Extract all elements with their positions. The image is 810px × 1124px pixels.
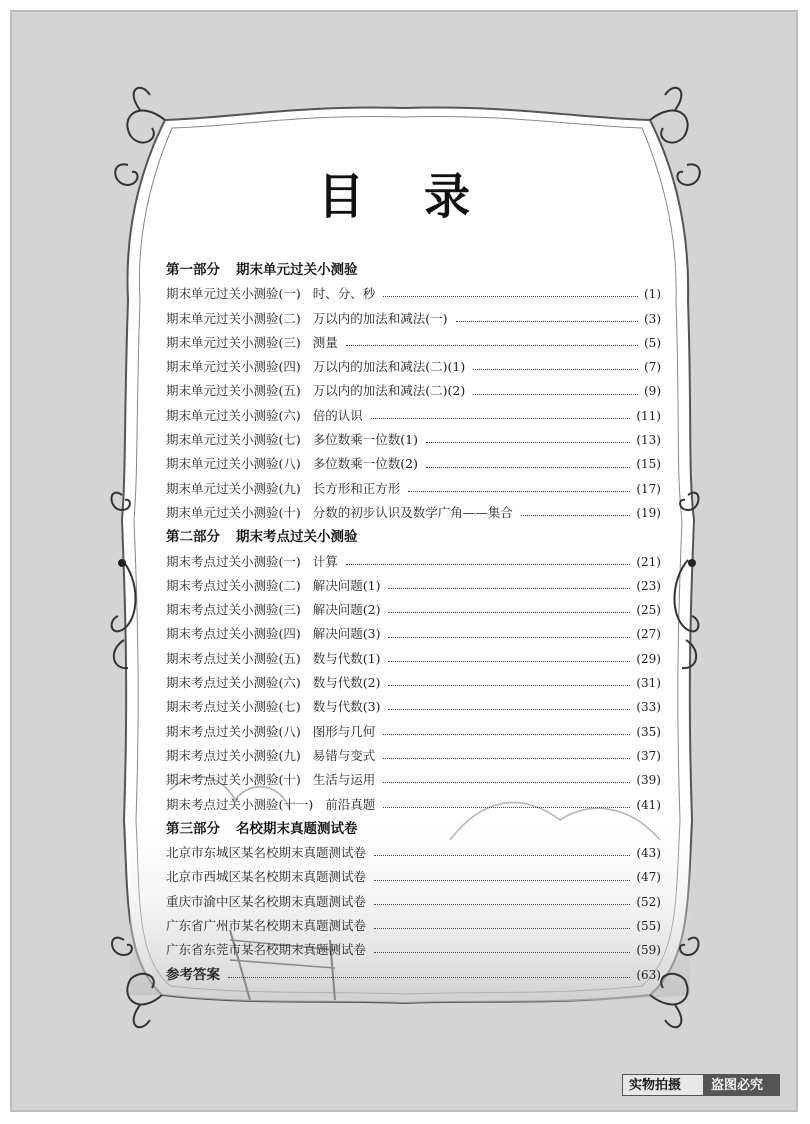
leader-dots — [383, 806, 630, 808]
toc-entry[interactable]: 期末单元过关小测验(四) 万以内的加法和减法(二)(1) (7) — [166, 355, 661, 379]
leader-dots — [383, 757, 630, 759]
leader-dots — [426, 466, 630, 468]
page-number: (5) — [644, 335, 661, 350]
leader-dots — [388, 611, 630, 613]
toc-entry[interactable]: 期末考点过关小测验(三) 解决问题(2) (25) — [166, 598, 661, 622]
page-number: (21) — [636, 554, 661, 569]
leader-dots — [426, 441, 630, 443]
page-number: (43) — [636, 846, 661, 861]
leader-dots — [346, 563, 631, 565]
leader-dots — [383, 295, 638, 297]
photo-badge: 实物拍摄 — [622, 1074, 704, 1096]
leader-dots — [374, 854, 630, 856]
page-title: 目 录 — [317, 167, 492, 225]
part-heading: 第一部分 期末单元过关小测验 — [166, 262, 358, 278]
leader-dots — [383, 781, 630, 783]
toc-entry[interactable]: 期末考点过关小测验(六) 数与代数(2) (31) — [166, 671, 661, 695]
toc-entry[interactable]: 期末考点过关小测验(十一) 前沿真题 (41) — [166, 793, 661, 817]
toc-entry[interactable]: 期末考点过关小测验(四) 解决问题(3) (27) — [166, 622, 661, 646]
toc-entry[interactable]: 期末单元过关小测验(三) 测量 (5) — [166, 331, 661, 355]
page-number: (35) — [636, 724, 661, 739]
leader-dots — [408, 490, 630, 492]
part-heading: 第三部分 名校期末真题测试卷 — [166, 820, 358, 837]
page-number: (25) — [636, 603, 661, 618]
page-number: (39) — [636, 773, 661, 788]
leader-dots — [456, 320, 638, 322]
page-number: (41) — [636, 797, 661, 812]
page-number: (59) — [636, 943, 661, 958]
toc-entry[interactable]: 广东省广州市某名校期末真题测试卷 (55) — [166, 914, 661, 938]
page-number: (52) — [636, 894, 661, 909]
page-number: (33) — [636, 700, 661, 715]
page-number: (19) — [636, 505, 661, 520]
leader-dots — [374, 879, 630, 881]
toc-entry[interactable]: 期末单元过关小测验(九) 长方形和正方形 (17) — [166, 477, 661, 501]
leader-dots — [374, 903, 630, 905]
toc-entry[interactable]: 期末考点过关小测验(一) 计算 (21) — [166, 550, 661, 574]
toc-entry[interactable]: 期末单元过关小测验(八) 多位数乘一位数(2) (15) — [166, 452, 661, 476]
toc-entry[interactable]: 期末单元过关小测验(七) 多位数乘一位数(1) (13) — [166, 428, 661, 452]
leader-dots — [388, 708, 630, 710]
page-number: (15) — [636, 457, 661, 472]
page-number: (31) — [636, 676, 661, 691]
toc-entry[interactable]: 期末考点过关小测验(八) 图形与几何 (35) — [166, 720, 661, 744]
toc-entry[interactable]: 期末考点过关小测验(二) 解决问题(1) (23) — [166, 574, 661, 598]
toc-entry[interactable]: 广东省东莞市某名校期末真题测试卷 (59) — [166, 938, 661, 962]
answers-entry[interactable]: 参考答案 (63) — [166, 963, 661, 987]
page-number: (1) — [644, 287, 661, 302]
page-number: (9) — [644, 384, 661, 399]
toc-entry[interactable]: 期末考点过关小测验(七) 数与代数(3) (33) — [166, 695, 661, 719]
toc-entry[interactable]: 期末单元过关小测验(二) 万以内的加法和减法(一) (3) — [166, 307, 661, 331]
toc-entry[interactable]: 期末单元过关小测验(六) 倍的认识 (11) — [166, 404, 661, 428]
table-of-contents — [166, 258, 661, 987]
leader-dots — [228, 976, 630, 978]
toc-entry[interactable]: 重庆市渝中区某名校期末真题测试卷 (52) — [166, 890, 661, 914]
page-number: (23) — [636, 578, 661, 593]
leader-dots — [473, 368, 638, 370]
page-number: (55) — [636, 919, 661, 934]
page-number: (63) — [636, 967, 661, 982]
page-number: (29) — [636, 651, 661, 666]
leader-dots — [374, 927, 630, 929]
page-number: (7) — [644, 360, 661, 375]
copyright-badge: 盗图必究 — [704, 1074, 780, 1096]
leader-dots — [346, 344, 638, 346]
leader-dots — [388, 636, 630, 638]
part-heading: 第二部分 期末考点过关小测验 — [166, 529, 358, 546]
toc-entry[interactable]: 期末考点过关小测验(九) 易错与变式 (37) — [166, 744, 661, 768]
page-number: (13) — [636, 433, 661, 448]
toc-entry[interactable]: 期末单元过关小测验(一) 时、分、秒 (1) — [166, 282, 661, 306]
leader-dots — [388, 660, 630, 662]
leader-dots — [371, 417, 631, 419]
leader-dots — [374, 951, 630, 953]
page-number: (17) — [636, 481, 661, 496]
toc-entry[interactable]: 期末考点过关小测验(十) 生活与运用 (39) — [166, 768, 661, 792]
page-number: (37) — [636, 748, 661, 763]
page-number: (3) — [644, 311, 661, 326]
leader-dots — [383, 733, 630, 735]
leader-dots — [521, 514, 631, 516]
page-number: (47) — [636, 870, 661, 885]
toc-entry[interactable]: 期末单元过关小测验(十) 分数的初步认识及数学广角——集合 (19) — [166, 501, 661, 525]
leader-dots — [473, 393, 638, 395]
toc-entry[interactable]: 北京市西城区某名校期末真题测试卷 (47) — [166, 865, 661, 889]
toc-entry[interactable]: 北京市东城区某名校期末真题测试卷 (43) — [166, 841, 661, 865]
toc-entry[interactable]: 期末考点过关小测验(五) 数与代数(1) (29) — [166, 647, 661, 671]
page-number: (11) — [636, 408, 661, 423]
leader-dots — [388, 684, 630, 686]
page-number: (27) — [636, 627, 661, 642]
leader-dots — [388, 587, 630, 589]
toc-entry[interactable]: 期末单元过关小测验(五) 万以内的加法和减法(二)(2) (9) — [166, 379, 661, 403]
